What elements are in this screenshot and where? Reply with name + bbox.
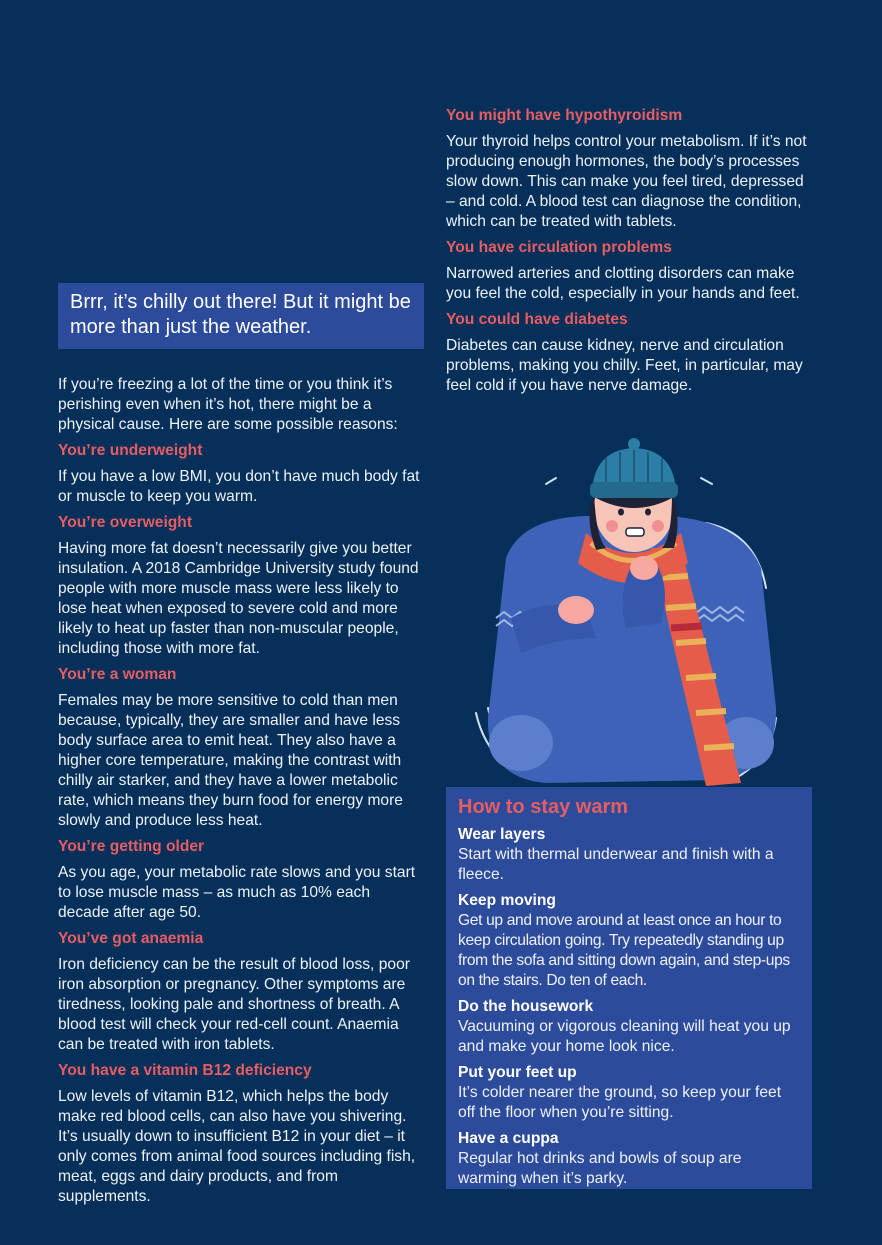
section-heading: You have circulation problems (446, 239, 672, 256)
intro-headline-box (58, 283, 424, 349)
stay-warm-title: How to stay warm (458, 796, 629, 818)
section-text: As you age, your metabolic rate slows and you start to lose muscle mass – as much as 10% each decade after age 50. (58, 864, 416, 921)
section-text: Narrowed arteries and clotting disorders can make you feel the cold, especially in your hands and feet. (446, 265, 800, 302)
tip-text: Vacuuming or vigorous cleaning will heat you up and make your home look nice. (458, 1018, 791, 1055)
section-text: Females may be more sensitive to cold than men because, typically, they are smaller and have less body surface area to emit heat. They also have a higher core temperature, making the contrast with chilly air starker, and they have a lower metabolic rate, which means they burn food for energy more slowly and produce less heat. (58, 692, 403, 829)
section-text: Low levels of vitamin B12, which helps the body make red blood cells, can also have you shivering. It’s usually down to insufficient B12 in your diet – it only comes from animal food sources including fish, meat, eggs and dairy products, and from supplements. (58, 1088, 416, 1205)
section-heading: You’re overweight (58, 514, 193, 531)
section-text: Iron deficiency can be the result of blood loss, poor iron absorption or pregnancy. Other symptoms are tiredness, looking pale and shortness of breath. A blood test will check your red-cell count. Anaemia can be treated with iron tablets. (58, 956, 410, 1053)
tip-text: Get up and move around at least once an hour to keep circulation going. Try repeatedly standing up from the sofa and sitting down again, and step-ups on the stairs. Do ten of each. (458, 912, 790, 989)
intro-text: If you’re freezing a lot of the time or you think it’s perishing even when it’s hot, there might be a physical cause. Here are some possible reasons: (58, 376, 398, 433)
intro-headline: Brrr, it’s chilly out there! But it might be more than just the weather. (70, 291, 411, 338)
section-heading: You’re underweight (58, 442, 203, 459)
tip-title: Put your feet up (458, 1064, 577, 1081)
tip-text: Start with thermal underwear and finish with a fleece. (458, 846, 774, 883)
tip-title: Have a cuppa (458, 1130, 559, 1147)
section-heading: You’re a woman (58, 666, 177, 683)
tip-text: Regular hot drinks and bowls of soup are warming when it’s parky. (458, 1150, 742, 1187)
section-heading: You’ve got anaemia (58, 930, 204, 947)
section-heading: You’re getting older (58, 838, 205, 855)
section-text: If you have a low BMI, you don’t have much body fat or muscle to keep you warm. (58, 468, 420, 505)
section-text: Diabetes can cause kidney, nerve and circulation problems, making you chilly. Feet, in particular, may feel cold if you have nerve damage. (446, 337, 803, 394)
section-text: Your thyroid helps control your metabolism. If it’s not producing enough hormones, the body’s processes slow down. This can make you feel tired, depressed – and cold. A blood test can diagnose the condition, which can be treated with tablets. (446, 133, 807, 230)
tip-title: Wear layers (458, 826, 546, 843)
section-heading: You could have diabetes (446, 311, 628, 328)
right-column (446, 106, 812, 402)
section-heading: You might have hypothyroidism (446, 107, 683, 124)
stay-warm-panel (446, 787, 812, 1189)
shivering-person-icon (466, 438, 796, 788)
left-column (58, 283, 424, 1213)
section-heading: You have a vitamin B12 deficiency (58, 1062, 312, 1079)
tip-title: Do the housework (458, 998, 594, 1015)
section-text: Having more fat doesn’t necessarily give you better insulation. A 2018 Cambridge University study found people with more muscle mass were less likely to lose heat when exposed to severe cold and more likely to heat up faster than non-muscular people, including those with more fat. (58, 540, 419, 657)
tip-title: Keep moving (458, 892, 556, 909)
tip-text: It’s colder nearer the ground, so keep your feet off the floor when you’re sitting. (458, 1084, 782, 1121)
